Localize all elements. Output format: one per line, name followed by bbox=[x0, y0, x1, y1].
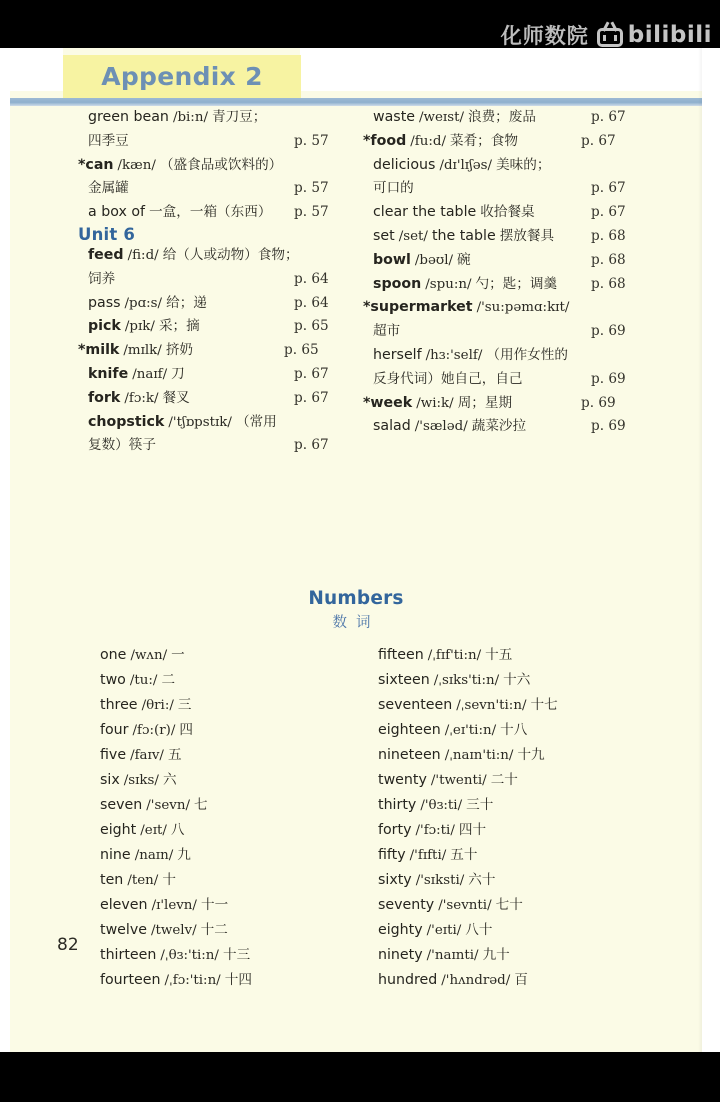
vocab-phonetic: /set/ bbox=[398, 228, 428, 244]
vocab-page-ref: p. 68 bbox=[591, 275, 626, 292]
vocab-entry bbox=[88, 244, 378, 292]
vocab-gloss: 挤奶 bbox=[165, 342, 194, 359]
vocab-line bbox=[88, 244, 378, 268]
vocab-page-ref: p. 67 bbox=[294, 437, 329, 454]
number-phonetic: /ten/ bbox=[127, 873, 159, 888]
vocab-word: bowl bbox=[373, 251, 411, 268]
number-gloss: 十三 bbox=[222, 947, 251, 963]
number-gloss: 五 bbox=[167, 747, 182, 763]
vocab-line bbox=[373, 368, 663, 392]
number-word: hundred bbox=[378, 972, 438, 988]
vocab-word: herself bbox=[373, 346, 422, 363]
vocab-gloss: 给；递 bbox=[166, 294, 207, 311]
number-row bbox=[100, 718, 400, 743]
number-row bbox=[378, 718, 678, 743]
vocab-gloss: 刀 bbox=[171, 365, 185, 382]
number-row bbox=[378, 943, 678, 968]
vocab-word: pick bbox=[88, 318, 121, 335]
vocab-word: pass bbox=[88, 294, 121, 311]
vocab-line bbox=[363, 296, 663, 320]
vocab-line bbox=[373, 320, 663, 344]
number-phonetic: /'fɔ:ti/ bbox=[415, 823, 455, 838]
number-phonetic: /sɪks/ bbox=[123, 773, 159, 788]
number-row bbox=[378, 968, 678, 993]
number-phonetic: /'naɪnti/ bbox=[426, 948, 479, 963]
vocab-entry bbox=[373, 415, 663, 439]
number-word: sixteen bbox=[378, 672, 430, 688]
vocab-word: feed bbox=[88, 246, 124, 263]
page-title: Appendix 2 bbox=[101, 62, 263, 91]
vocab-page-ref: p. 65 bbox=[294, 318, 329, 335]
vocab-gloss: （常用 bbox=[235, 413, 277, 430]
vocab-word: knife bbox=[88, 365, 129, 382]
number-phonetic: /eɪt/ bbox=[140, 823, 167, 838]
header-rule bbox=[10, 98, 702, 106]
number-phonetic: /'sevn/ bbox=[146, 798, 190, 813]
number-gloss: 三 bbox=[177, 697, 192, 713]
vocab-line bbox=[373, 225, 663, 249]
number-phonetic: /ˌfɔ:'ti:n/ bbox=[164, 973, 221, 988]
vocab-word: *food bbox=[363, 132, 407, 149]
number-word: twelve bbox=[100, 922, 147, 938]
number-phonetic: /'θɜ:ti/ bbox=[420, 798, 463, 813]
watermark-username: 化师数院 bbox=[500, 24, 589, 48]
vocab-phonetic: /bi:n/ bbox=[172, 110, 208, 125]
vocab-word: fork bbox=[88, 389, 121, 406]
vocab-line bbox=[373, 106, 663, 130]
vocab-gloss: 美味的； bbox=[496, 156, 551, 173]
vocab-phonetic: /dɪ'lɪʃəs/ bbox=[439, 157, 493, 173]
vocab-page-ref: p. 68 bbox=[591, 227, 626, 244]
number-phonetic: /ˌeɪ'ti:n/ bbox=[444, 723, 497, 738]
vocab-word: *supermarket bbox=[363, 299, 473, 316]
vocab-gloss: 菜肴；食物 bbox=[450, 132, 518, 149]
vocab-phonetic: /fi:d/ bbox=[127, 247, 159, 263]
vocab-line bbox=[363, 392, 663, 416]
number-phonetic: /'hʌndrəd/ bbox=[441, 973, 511, 988]
numbers-column-right bbox=[378, 643, 678, 993]
vocab-phonetic: /wi:k/ bbox=[416, 395, 454, 411]
page-margin-left bbox=[10, 48, 63, 91]
vocab-word: salad bbox=[373, 418, 411, 435]
vocab-word: *milk bbox=[78, 342, 120, 359]
vocab-gloss: 超市 bbox=[373, 323, 401, 340]
numbers-heading-zh: 数词 bbox=[332, 615, 380, 631]
vocab-page-ref: p. 57 bbox=[294, 180, 329, 197]
vocab-word: *week bbox=[363, 394, 413, 411]
vocab-page-ref: p. 65 bbox=[284, 342, 319, 359]
number-row bbox=[378, 768, 678, 793]
number-row bbox=[100, 843, 400, 868]
number-gloss: 十四 bbox=[224, 972, 252, 988]
vocab-page-ref: p. 69 bbox=[591, 418, 626, 435]
number-row bbox=[378, 868, 678, 893]
number-gloss: 九十 bbox=[482, 947, 510, 963]
number-gloss: 一 bbox=[171, 647, 185, 663]
vocab-page-ref: p. 57 bbox=[294, 204, 329, 221]
vocab-line bbox=[78, 154, 378, 178]
number-row bbox=[100, 868, 400, 893]
page-edge-shadow bbox=[698, 48, 702, 1052]
number-word: twenty bbox=[378, 772, 427, 788]
number-gloss: 六 bbox=[162, 772, 177, 788]
vocab-gloss: 碗 bbox=[457, 251, 471, 268]
vocab-line bbox=[88, 106, 378, 130]
number-row bbox=[100, 918, 400, 943]
numbers-column-left bbox=[100, 643, 400, 993]
number-word: five bbox=[100, 747, 127, 763]
number-word: thirty bbox=[378, 797, 417, 813]
vocab-word-cont: the table bbox=[431, 227, 496, 244]
vocab-entry bbox=[88, 315, 378, 339]
number-word: six bbox=[100, 772, 120, 788]
vocab-line bbox=[373, 344, 663, 368]
bilibili-tv-icon bbox=[597, 28, 623, 47]
vocab-line bbox=[373, 273, 663, 297]
vocab-gloss: 周；星期 bbox=[457, 394, 513, 411]
vocab-phonetic: /hɜ:'self/ bbox=[425, 347, 483, 363]
vocab-entry bbox=[88, 363, 378, 387]
number-gloss: 十六 bbox=[503, 672, 531, 688]
number-phonetic: /wʌn/ bbox=[130, 648, 168, 663]
vocab-entry bbox=[88, 106, 378, 154]
number-word: fifteen bbox=[378, 647, 424, 663]
number-phonetic: /'fɪfti/ bbox=[409, 848, 447, 863]
vocab-phonetic: /fɔ:k/ bbox=[124, 390, 159, 406]
number-phonetic: /ˌnaɪn'ti:n/ bbox=[444, 748, 514, 763]
vocab-entry bbox=[88, 411, 378, 459]
number-word: eighty bbox=[378, 922, 423, 938]
vocab-gloss: 收拾餐桌 bbox=[480, 204, 535, 221]
vocab-page-ref: p. 67 bbox=[591, 204, 626, 221]
vocab-phonetic: /pɑ:s/ bbox=[124, 295, 163, 311]
vocab-gloss: 采；摘 bbox=[158, 318, 200, 335]
vocab-entry bbox=[363, 392, 663, 416]
number-gloss: 九 bbox=[177, 847, 191, 863]
number-gloss: 三十 bbox=[466, 797, 494, 813]
vocab-line bbox=[373, 177, 663, 201]
vocab-page-ref: p. 57 bbox=[294, 132, 329, 149]
number-word: three bbox=[100, 697, 138, 713]
vocab-word: delicious bbox=[373, 156, 436, 173]
vocab-word: set bbox=[373, 227, 395, 244]
vocab-word: green bean bbox=[88, 109, 169, 125]
number-word: four bbox=[100, 722, 129, 738]
number-phonetic: /ˌsɪks'ti:n/ bbox=[433, 673, 500, 688]
vocab-page-ref: p. 69 bbox=[591, 323, 626, 340]
vocab-entry bbox=[78, 339, 378, 363]
number-row bbox=[100, 743, 400, 768]
number-gloss: 十一 bbox=[200, 897, 229, 913]
number-phonetic: /'sevnti/ bbox=[438, 898, 492, 913]
vocab-gloss: 餐叉 bbox=[162, 389, 190, 406]
bilibili-wordmark: bilibili bbox=[627, 22, 712, 48]
number-row bbox=[378, 693, 678, 718]
page-content bbox=[10, 106, 702, 1052]
vocab-entry bbox=[363, 130, 663, 154]
number-row bbox=[100, 968, 400, 993]
number-row bbox=[100, 693, 400, 718]
number-word: fourteen bbox=[100, 972, 161, 988]
vocab-page-ref: p. 64 bbox=[294, 270, 329, 287]
unit-heading: Unit 6 bbox=[78, 224, 136, 244]
number-row bbox=[100, 668, 400, 693]
vocab-page-ref: p. 67 bbox=[294, 389, 329, 406]
vocab-word: waste bbox=[373, 109, 415, 125]
vocab-gloss: 浪费；废品 bbox=[468, 109, 536, 125]
vocab-phonetic: /bəʊl/ bbox=[414, 252, 454, 268]
numbers-section-heading bbox=[10, 588, 702, 632]
vocab-entry bbox=[373, 273, 663, 297]
number-row bbox=[100, 893, 400, 918]
vocab-phonetic: /fu:d/ bbox=[410, 133, 446, 149]
number-gloss: 十 bbox=[162, 872, 176, 888]
vocab-page-ref: p. 67 bbox=[591, 180, 626, 197]
number-gloss: 十九 bbox=[517, 747, 545, 763]
vocab-word: chopstick bbox=[88, 413, 165, 430]
vocab-phonetic: /pɪk/ bbox=[124, 319, 155, 335]
number-phonetic: /'eɪti/ bbox=[426, 923, 462, 938]
number-word: eighteen bbox=[378, 722, 441, 738]
vocab-gloss: 饲养 bbox=[88, 270, 116, 287]
number-gloss: 七十 bbox=[495, 897, 523, 913]
vocab-phonetic: /'su:pəmɑ:kɪt/ bbox=[476, 300, 570, 316]
vocab-line bbox=[88, 201, 378, 225]
vocab-phonetic: /kæn/ bbox=[117, 157, 156, 173]
number-row bbox=[100, 643, 400, 668]
vocab-word: a box of bbox=[88, 204, 146, 221]
number-gloss: 四 bbox=[179, 722, 193, 738]
number-phonetic: /ˌθɜ:'ti:n/ bbox=[160, 948, 219, 963]
number-phonetic: /twelv/ bbox=[151, 923, 197, 938]
number-row bbox=[378, 793, 678, 818]
vocab-line bbox=[373, 201, 663, 225]
page-number: 82 bbox=[57, 935, 79, 955]
number-gloss: 八 bbox=[170, 822, 185, 838]
watermark bbox=[501, 24, 712, 47]
number-word: eleven bbox=[100, 897, 148, 913]
vocab-page-ref: p. 64 bbox=[294, 294, 329, 311]
numbers-heading-en: Numbers bbox=[308, 588, 404, 609]
vocab-gloss: 金属罐 bbox=[88, 180, 129, 197]
number-row bbox=[100, 943, 400, 968]
vocab-gloss: 一盒，一箱（东西） bbox=[149, 204, 272, 221]
vocab-word: *can bbox=[78, 156, 114, 173]
vocab-gloss: 四季豆 bbox=[88, 132, 129, 149]
number-gloss: 十五 bbox=[485, 647, 513, 663]
vocab-phonetic: /'tʃɒpstɪk/ bbox=[168, 414, 232, 430]
vocab-entry bbox=[373, 106, 663, 130]
vocab-page-ref: p. 67 bbox=[294, 365, 329, 382]
number-phonetic: /'twenti/ bbox=[430, 773, 487, 788]
number-row bbox=[378, 643, 678, 668]
number-row bbox=[378, 843, 678, 868]
vocab-gloss: 青刀豆； bbox=[211, 109, 267, 125]
vocab-line bbox=[363, 130, 663, 154]
number-phonetic: /ˌfɪf'ti:n/ bbox=[427, 648, 482, 663]
bilibili-logo-icon bbox=[597, 24, 712, 47]
textbook-page bbox=[10, 48, 702, 1052]
number-gloss: 十八 bbox=[500, 722, 528, 738]
vocab-entry bbox=[88, 201, 378, 225]
number-gloss: 八十 bbox=[465, 922, 493, 938]
number-gloss: 二十 bbox=[490, 772, 518, 788]
number-word: nineteen bbox=[378, 747, 441, 763]
number-word: fifty bbox=[378, 847, 406, 863]
number-row bbox=[378, 918, 678, 943]
vocab-line bbox=[373, 415, 663, 439]
vocab-page-ref: p. 67 bbox=[581, 132, 616, 149]
number-gloss: 四十 bbox=[458, 822, 487, 838]
number-phonetic: /tu:/ bbox=[129, 673, 158, 688]
number-word: sixty bbox=[378, 872, 412, 888]
vocab-gloss: 摆放餐具 bbox=[499, 227, 555, 244]
vocab-line bbox=[373, 154, 663, 178]
vocab-phonetic: /spu:n/ bbox=[425, 276, 472, 292]
vocab-entry bbox=[373, 225, 663, 249]
number-gloss: 五十 bbox=[450, 847, 478, 863]
vocab-line bbox=[78, 339, 378, 363]
vocab-line bbox=[88, 268, 378, 292]
number-gloss: 百 bbox=[514, 972, 528, 988]
number-word: ten bbox=[100, 872, 124, 888]
number-word: forty bbox=[378, 822, 412, 838]
vocab-phonetic: /weɪst/ bbox=[419, 110, 464, 125]
number-row bbox=[378, 743, 678, 768]
vocab-entry bbox=[373, 249, 663, 273]
vocab-gloss: （用作女性的 bbox=[486, 346, 568, 363]
number-word: seventy bbox=[378, 897, 435, 913]
vocab-line bbox=[88, 177, 378, 201]
number-phonetic: /ɪ'levn/ bbox=[151, 898, 197, 913]
vocab-word: clear the table bbox=[373, 204, 477, 221]
vocab-column-left bbox=[78, 106, 378, 458]
number-word: two bbox=[100, 672, 126, 688]
vocab-entry bbox=[78, 154, 378, 202]
vocab-page-ref: p. 67 bbox=[591, 109, 626, 125]
appendix-banner bbox=[63, 55, 301, 98]
number-word: eight bbox=[100, 822, 137, 838]
page-margin-right bbox=[300, 48, 702, 91]
number-word: seventeen bbox=[378, 697, 453, 713]
vocab-line bbox=[88, 363, 378, 387]
number-row bbox=[100, 793, 400, 818]
vocab-line bbox=[88, 292, 378, 316]
number-phonetic: /ˌsevn'ti:n/ bbox=[456, 698, 527, 713]
number-phonetic: /θri:/ bbox=[141, 698, 174, 713]
vocab-line bbox=[88, 411, 378, 435]
vocab-phonetic: /mɪlk/ bbox=[123, 343, 162, 359]
vocab-page-ref: p. 69 bbox=[591, 370, 626, 387]
number-gloss: 十七 bbox=[530, 697, 558, 713]
vocab-page-ref: p. 69 bbox=[581, 394, 616, 411]
number-gloss: 二 bbox=[161, 672, 176, 688]
letterbox-bottom bbox=[0, 1052, 720, 1102]
number-phonetic: /faɪv/ bbox=[130, 748, 164, 763]
vocab-line bbox=[88, 315, 378, 339]
number-row bbox=[100, 818, 400, 843]
vocab-line bbox=[88, 130, 378, 154]
vocab-line bbox=[88, 387, 378, 411]
number-phonetic: /'sɪksti/ bbox=[415, 873, 465, 888]
vocab-entry bbox=[373, 201, 663, 225]
number-word: one bbox=[100, 647, 127, 663]
vocab-entry bbox=[373, 344, 663, 392]
vocab-entry bbox=[88, 292, 378, 316]
vocab-column-right bbox=[363, 106, 663, 439]
vocab-gloss: 复数）筷子 bbox=[88, 437, 156, 454]
vocab-entry bbox=[373, 154, 663, 202]
vocab-phonetic: /naɪf/ bbox=[132, 366, 168, 382]
number-phonetic: /fɔ:(r)/ bbox=[132, 723, 176, 738]
vocab-gloss: 蔬菜沙拉 bbox=[471, 418, 527, 435]
vocab-gloss: 反身代词）她自己，自己 bbox=[373, 370, 523, 387]
number-gloss: 十二 bbox=[200, 922, 228, 938]
number-word: seven bbox=[100, 797, 143, 813]
number-row bbox=[378, 893, 678, 918]
number-phonetic: /naɪn/ bbox=[134, 848, 174, 863]
vocab-entry bbox=[363, 296, 663, 344]
vocab-word: spoon bbox=[373, 275, 422, 292]
number-word: nine bbox=[100, 847, 131, 863]
vocab-page-ref: p. 68 bbox=[591, 251, 626, 268]
vocab-gloss: 勺；匙；调羹 bbox=[475, 275, 558, 292]
number-word: thirteen bbox=[100, 947, 157, 963]
number-word: ninety bbox=[378, 947, 423, 963]
number-row bbox=[100, 768, 400, 793]
number-gloss: 六十 bbox=[468, 872, 496, 888]
vocab-entry bbox=[88, 387, 378, 411]
vocab-gloss: 给（人或动物）食物； bbox=[162, 246, 299, 263]
vocab-gloss: （盛食品或饮料的） bbox=[159, 156, 283, 173]
number-row bbox=[378, 668, 678, 693]
vocab-line bbox=[88, 434, 378, 458]
vocab-gloss: 可口的 bbox=[373, 180, 414, 197]
number-row bbox=[378, 818, 678, 843]
bilibili-eyes-icon bbox=[603, 35, 617, 41]
number-gloss: 七 bbox=[194, 797, 208, 813]
vocab-line bbox=[373, 249, 663, 273]
vocab-phonetic: /'sæləd/ bbox=[414, 419, 468, 435]
